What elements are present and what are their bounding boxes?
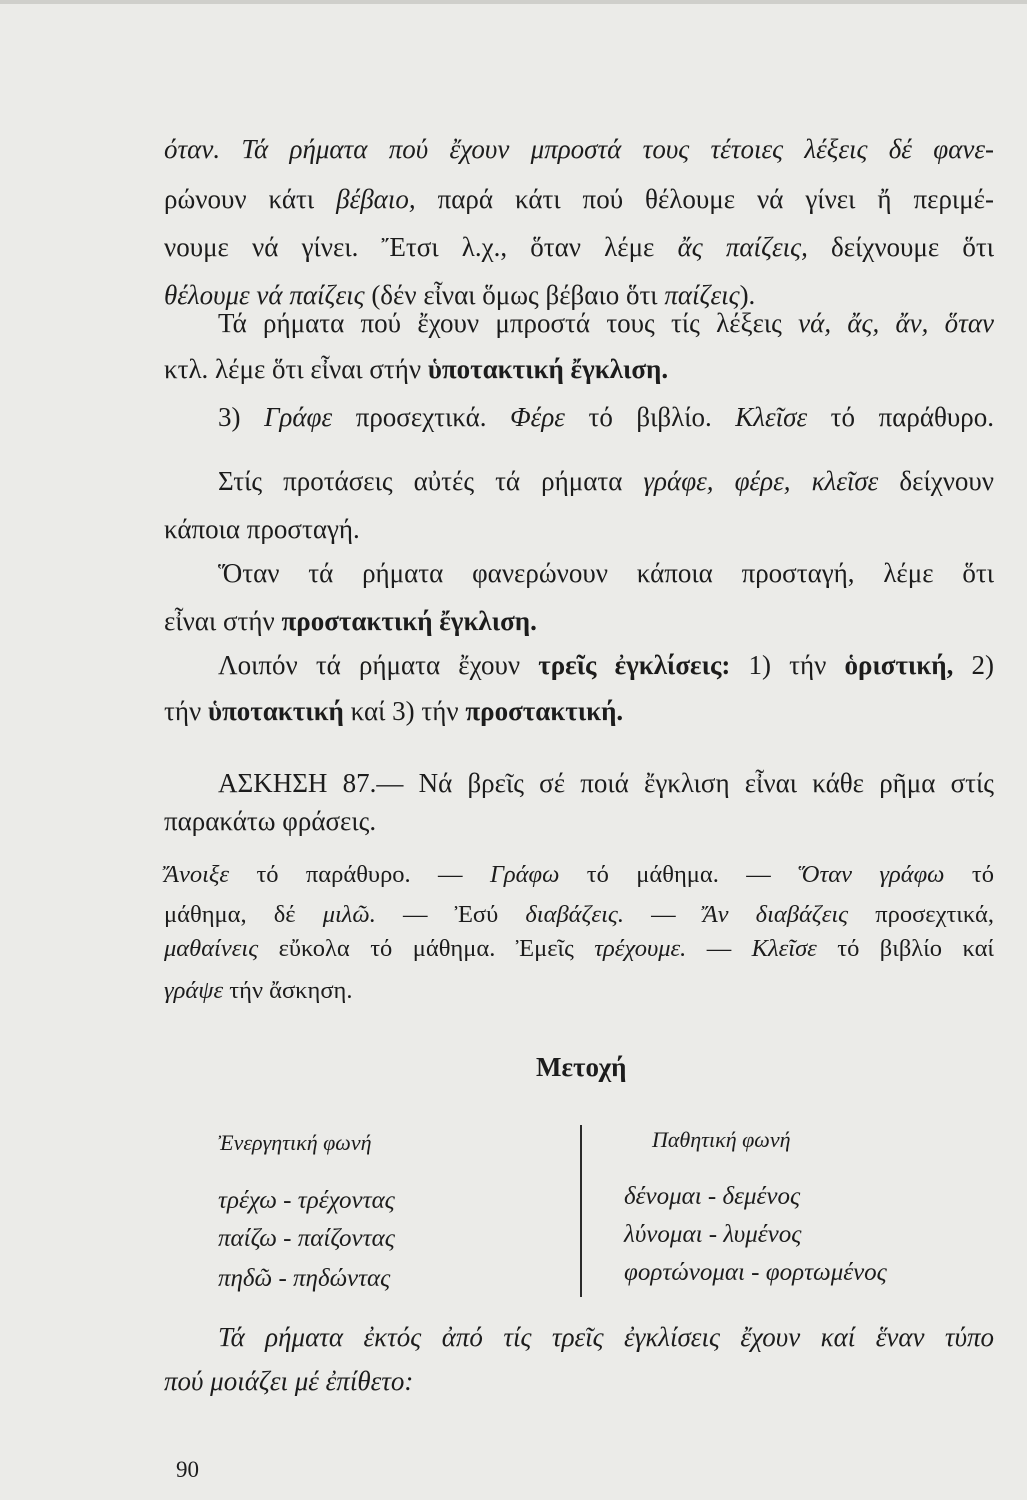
passive-item: φορτώνομαι - φορτωμένος bbox=[624, 1259, 887, 1286]
exercise-line-2 bbox=[164, 804, 994, 838]
exercise-line-1 bbox=[218, 766, 994, 800]
section-heading: Μετοχή bbox=[536, 1052, 627, 1082]
text-italic: Κλεῖσε bbox=[751, 935, 817, 962]
paragraph-4-line-2 bbox=[164, 512, 994, 546]
text: τήν bbox=[164, 696, 208, 726]
text-bold: ὁριστική, bbox=[844, 650, 954, 680]
text-bold: προστακτική. bbox=[465, 696, 624, 726]
paragraph-1-line-3 bbox=[164, 230, 994, 264]
paragraph-1-line-2 bbox=[164, 182, 994, 216]
text: τό παράθυρο. bbox=[807, 402, 994, 432]
text: μάθημα, δέ bbox=[164, 901, 323, 928]
text-italic: Φέρε bbox=[510, 402, 565, 432]
text-italic: νά, ἄς, ἄν, ὅταν bbox=[798, 308, 995, 338]
text: — bbox=[686, 935, 752, 962]
closing-line-2 bbox=[164, 1364, 994, 1398]
passive-voice-header: Παθητική φωνή bbox=[652, 1127, 791, 1152]
text: εἶναι στήν bbox=[164, 606, 282, 636]
examples-line-4 bbox=[164, 974, 994, 1008]
examples-line-1 bbox=[164, 858, 994, 892]
text: (δέν εἶναι ὅμως βέβαιο ὅτι bbox=[364, 280, 665, 310]
text-bold: ὑποτακτική bbox=[207, 696, 344, 726]
paragraph-5-line-2 bbox=[164, 604, 994, 638]
text: παρά κάτι πού θέλουμε νά γίνει ἤ περιμέ- bbox=[415, 184, 994, 214]
column-divider bbox=[580, 1125, 582, 1297]
text-italic: ἄς παίζεις, bbox=[677, 232, 808, 262]
text-italic: Ἄνοιξε bbox=[164, 861, 230, 888]
text: 3) bbox=[218, 402, 265, 432]
active-item: πηδῶ - πηδώντας bbox=[218, 1265, 391, 1292]
passive-item: δένομαι - δεμένος bbox=[624, 1183, 801, 1210]
text: τό μάθημα. — bbox=[559, 861, 799, 888]
page-number: 90 bbox=[176, 1457, 199, 1482]
text-italic: Γράφε bbox=[264, 402, 333, 432]
text-italic: Τά ρήματα ἐκτός ἀπό τίς τρεῖς ἐγκλίσεις ἔχουν καί ἕναν τύπο bbox=[218, 1322, 994, 1352]
paragraph-6-line-2 bbox=[164, 694, 994, 728]
text-italic: γράψε bbox=[164, 977, 224, 1004]
paragraph-3-line-1 bbox=[218, 400, 994, 434]
text: τήν ἄσκηση. bbox=[223, 977, 353, 1004]
text: προσεχτικά. bbox=[332, 402, 511, 432]
active-item: τρέχω - τρέχοντας bbox=[218, 1187, 395, 1214]
text: τό bbox=[944, 861, 994, 888]
text: τό βιβλίο καί bbox=[816, 935, 995, 962]
text: κάποια προσταγή. bbox=[164, 514, 360, 544]
text-italic: πού μοιάζει μέ ἐπίθετο: bbox=[164, 1366, 414, 1396]
text-italic: Γράφω bbox=[489, 861, 560, 888]
text-italic: Ὅταν γράφω bbox=[798, 861, 945, 888]
text-italic: μιλῶ. bbox=[322, 901, 376, 928]
text: Τά ρήματα πού ἔχουν μπροστά τους τίς λέξεις bbox=[218, 308, 799, 338]
text: ρώνουν κάτι bbox=[164, 184, 337, 214]
text: κτλ. λέμε ὅτι εἶναι στήν bbox=[164, 354, 428, 384]
text: Ὅταν τά ρήματα φανερώνουν κάποια προσταγή, λέμε ὅτι bbox=[218, 558, 994, 588]
paragraph-1-line-1 bbox=[164, 132, 994, 166]
paragraph-2-line-1 bbox=[218, 306, 994, 340]
text: Στίς προτάσεις αὐτές τά ρήματα bbox=[218, 466, 644, 496]
text: — Ἐσύ bbox=[375, 901, 526, 928]
text: τό βιβλίο. bbox=[564, 402, 736, 432]
text: — bbox=[623, 901, 703, 928]
closing-line-1 bbox=[218, 1320, 994, 1354]
text-italic: βέβαιο, bbox=[336, 184, 416, 214]
text: 2) bbox=[953, 650, 994, 680]
text: προσεχτικά, bbox=[848, 901, 994, 928]
active-item: παίζω - παίζοντας bbox=[218, 1225, 395, 1252]
page-top-shadow bbox=[0, 0, 1027, 4]
text: ). bbox=[739, 280, 756, 310]
paragraph-5-line-1 bbox=[218, 556, 994, 590]
paragraph-4-line-1 bbox=[218, 464, 994, 498]
text-bold: ὑποτακτική ἔγκλιση. bbox=[427, 354, 669, 384]
passive-item: λύνομαι - λυμένος bbox=[624, 1221, 802, 1248]
text-italic: Ἄν διαβάζεις bbox=[702, 901, 849, 928]
text-bold: τρεῖς ἐγκλίσεις: bbox=[538, 650, 731, 680]
text-bold: προστακτική ἔγκλιση. bbox=[281, 606, 537, 636]
text: ΑΣΚΗΣΗ 87.— Νά βρεῖς σέ ποιά ἔγκλιση εἶναι κάθε ρῆμα στίς bbox=[218, 768, 994, 798]
text-italic: διαβάζεις. bbox=[525, 901, 624, 928]
text: Λοιπόν τά ρήματα ἔχουν bbox=[218, 650, 539, 680]
paragraph-6-line-1 bbox=[218, 648, 994, 682]
active-voice-header: Ἐνεργητική φωνή bbox=[218, 1130, 372, 1155]
text: καί 3) τήν bbox=[343, 696, 466, 726]
text: δείχνουμε ὅτι bbox=[807, 232, 994, 262]
text: παρακάτω φράσεις. bbox=[164, 806, 377, 836]
examples-line-3 bbox=[164, 932, 994, 966]
text-italic: Κλεῖσε bbox=[735, 402, 808, 432]
text-italic: θέλουμε νά παίζεις bbox=[164, 280, 365, 310]
text: όταν. Τά ρήματα πού ἔχουν μπροστά τους τέτοιες λέξεις δέ φανε- bbox=[164, 134, 994, 164]
text: 1) τήν bbox=[730, 650, 845, 680]
text-italic: γράφε, φέρε, κλεῖσε bbox=[643, 466, 879, 496]
text-italic: παίζεις bbox=[664, 280, 740, 310]
text: τό παράθυρο. — bbox=[229, 861, 490, 888]
text-italic: τρέχουμε. bbox=[594, 935, 687, 962]
text: δείχνουν bbox=[878, 466, 994, 496]
paragraph-2-line-2 bbox=[164, 352, 994, 386]
text: εὔκολα τό μάθημα. Ἐμεῖς bbox=[258, 935, 595, 962]
text-italic: μαθαίνεις bbox=[164, 935, 259, 962]
examples-line-2 bbox=[164, 898, 994, 932]
text: νουμε νά γίνει. Ἔτσι λ.χ., ὅταν λέμε bbox=[164, 232, 678, 262]
